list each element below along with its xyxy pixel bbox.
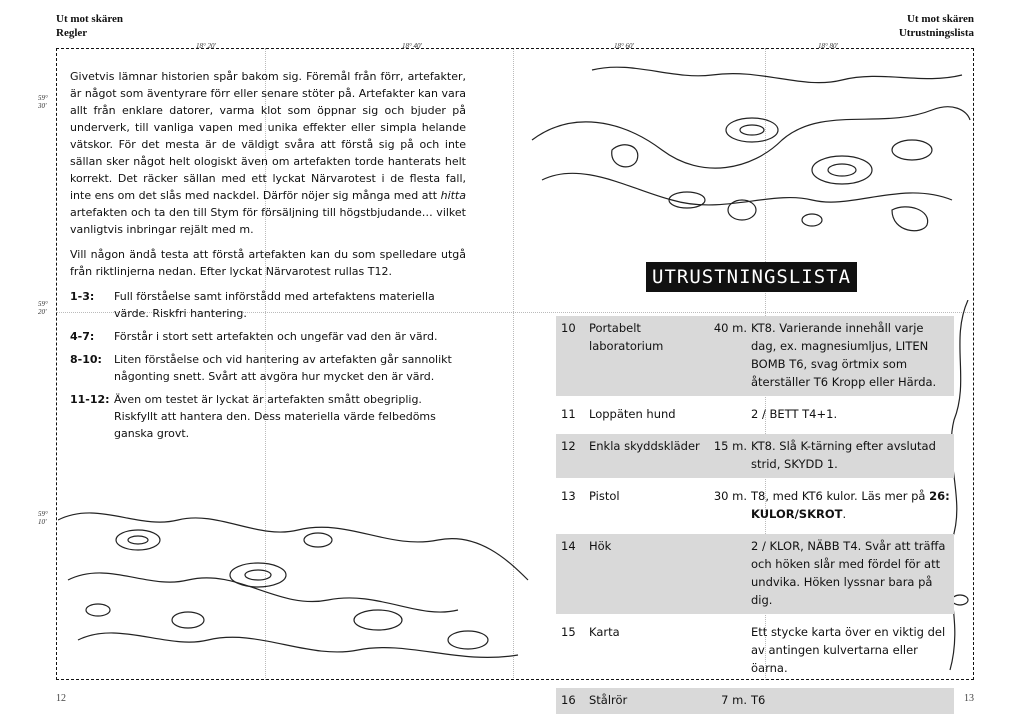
roll-results — [70, 288, 466, 442]
cross-reference-link: 26: KULOR/SKROT — [751, 489, 950, 521]
contour-map-bottom-left — [58, 480, 538, 678]
coord-label: 59° 10' — [38, 510, 48, 526]
coord-label: 18° 20' — [196, 42, 217, 50]
table-row: 12 Enkla skyddskläder 15 m. KT8. Slå K-tärning efter avslutad strid, SKYDD 1. — [556, 434, 954, 478]
book-title-left: Ut mot skären — [56, 13, 124, 25]
artifacts-rules-text — [70, 68, 466, 448]
emphasis-hitta: hitta — [440, 189, 466, 202]
table-row: 10 Portabelt laboratorium 40 m. KT8. Varierande innehåll varje dag, ex. magnesiumljus, LITEN BOMB T6, svag örtmix som återställer T6 Kropp eller Härda. — [556, 316, 954, 396]
section-title-right: Utrustningslista — [898, 27, 974, 39]
right-running-header — [899, 12, 974, 40]
coord-label: 59° 20' — [38, 300, 48, 316]
section-title-left: Regler — [56, 27, 88, 39]
roll-result-row: 11-12: Även om testet är lyckat är artefakten smått obegriplig. Riskfyllt att hantera den. Dess materiella värde felbedöms ganska grovt. — [70, 393, 436, 440]
intro-paragraph: Givetvis lämnar historien spår bakom sig. Föremål från förr, artefakter, är något som äventyrare förr eller senare stöter på. Artefakter kan vara allt från enklare datorer, varma klot som öppnar sig och bjuder på underverk, till vanliga vapen med unika effekter eller simpla helande vätskor. För det mesta är de väldigt svåra att förstå sig på och inte sällan sker något helt ologiskt även om artefakten torde hanterats helt korrekt. Det räcker sällan med ett lyckat Närvarotest i de flesta fall, inte ens om det slås med nackdel. Därför nöjer sig många med att hitta artefakten och ta den till Stym för försäljning till högstbjudande… vilket vanligtvis inbringar rejält med m. — [70, 70, 466, 236]
roll-result-row: 4-7: Förstår i stort sett artefakten och ungefär vad den är värd. — [70, 330, 438, 343]
book-title-right: Ut mot skären — [906, 13, 974, 25]
table-row: 13 Pistol 30 m. T8, med KT6 kulor. Läs mer på 26: KULOR/SKROT. — [561, 489, 950, 521]
guidelines-paragraph: Vill någon ändå testa att förstå artefakten kan du som spelledare utgå från riktlinjerna nedan. Efter lyckat Närvarotest rullas T12. — [70, 248, 466, 278]
roll-result-row: 8-10: Liten förståelse och vid hantering av artefakten går sannolikt någonting snett. Svårt att avgöra hur mycket den är värd. — [70, 353, 452, 383]
left-running-header — [56, 12, 123, 40]
coord-label: 18° 60' — [614, 42, 635, 50]
coord-label: 18° 40' — [402, 42, 423, 50]
table-row: 16 Stålrör 7 m. T6 — [556, 688, 954, 714]
roll-result-row: 1-3: Full förståelse samt införstådd med artefaktens materiella värde. Riskfri hantering. — [70, 290, 435, 320]
table-row: 14 Hök 2 / KLOR, NÄBB T4. Svår att träffa och höken slår med fördel för att undvika. Höken lyssnar bara på dig. — [556, 534, 954, 614]
page-number-left: 12 — [56, 693, 66, 704]
coord-label: 59° 30' — [38, 94, 48, 110]
equipment-table — [556, 316, 954, 714]
contour-map-top-right — [512, 50, 972, 250]
coord-label: 18° 80' — [818, 42, 839, 50]
equipment-list-title: UTRUSTNINGSLISTA — [646, 262, 857, 292]
table-row: 15 Karta Ett stycke karta över en viktig del av antingen kulvertarna eller öarna. — [561, 625, 946, 675]
table-row: 11 Loppäten hund 2 / BETT T4+1. — [561, 407, 838, 421]
page-number-right: 13 — [964, 693, 974, 704]
